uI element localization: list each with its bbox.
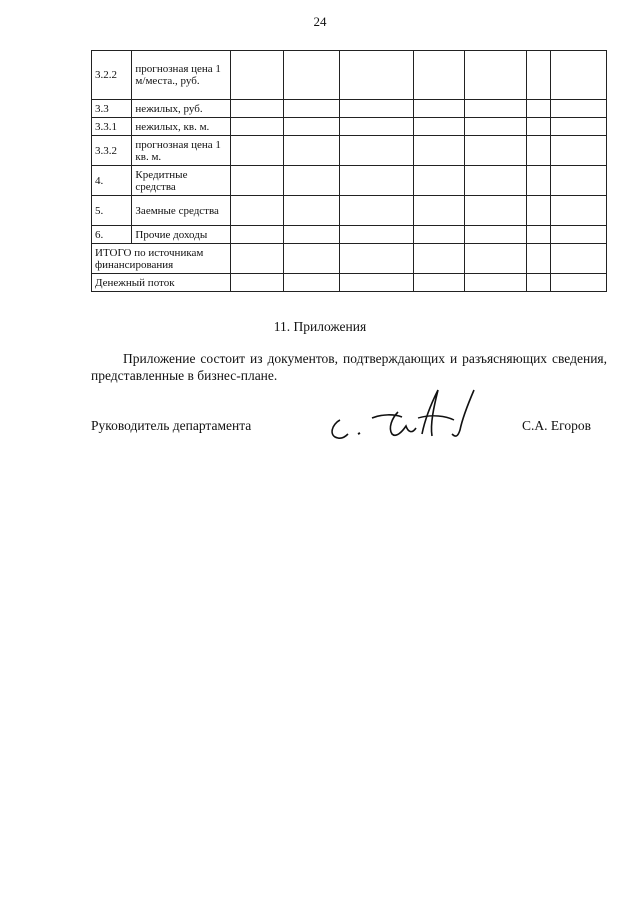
empty-value-cell bbox=[339, 166, 413, 196]
table-row bbox=[92, 226, 607, 244]
empty-value-cell bbox=[465, 166, 527, 196]
empty-value-cell bbox=[527, 226, 550, 244]
empty-value-cell bbox=[550, 51, 606, 100]
empty-value-cell bbox=[414, 166, 465, 196]
empty-value-cell bbox=[283, 118, 339, 136]
empty-value-cell bbox=[339, 100, 413, 118]
empty-value-cell bbox=[339, 196, 413, 226]
table-row bbox=[92, 51, 607, 100]
empty-value-cell bbox=[283, 100, 339, 118]
empty-value-cell bbox=[283, 274, 339, 292]
row-name-cell: Кредитные средства bbox=[132, 166, 231, 196]
empty-value-cell bbox=[231, 100, 283, 118]
financing-table bbox=[91, 50, 607, 292]
empty-value-cell bbox=[231, 118, 283, 136]
empty-value-cell bbox=[231, 244, 283, 274]
empty-value-cell bbox=[283, 51, 339, 100]
empty-value-cell bbox=[465, 136, 527, 166]
total-label-cell: Денежный поток bbox=[92, 274, 231, 292]
table-row bbox=[92, 136, 607, 166]
empty-value-cell bbox=[550, 136, 606, 166]
empty-value-cell bbox=[550, 166, 606, 196]
signature-image bbox=[322, 384, 498, 444]
row-number-cell: 3.2.2 bbox=[92, 51, 132, 100]
empty-value-cell bbox=[465, 244, 527, 274]
empty-value-cell bbox=[231, 136, 283, 166]
signer-title: Руководитель департамента bbox=[91, 418, 252, 433]
empty-value-cell bbox=[527, 136, 550, 166]
empty-value-cell bbox=[339, 244, 413, 274]
empty-value-cell bbox=[283, 244, 339, 274]
empty-value-cell bbox=[414, 118, 465, 136]
empty-value-cell bbox=[550, 100, 606, 118]
empty-value-cell bbox=[283, 196, 339, 226]
empty-value-cell bbox=[527, 274, 550, 292]
empty-value-cell bbox=[283, 226, 339, 244]
empty-value-cell bbox=[339, 51, 413, 100]
section-title: 11. Приложения bbox=[273, 319, 367, 334]
row-name-cell: нежилых, руб. bbox=[132, 100, 231, 118]
row-name-cell: прогнозная цена 1 кв. м. bbox=[132, 136, 231, 166]
empty-value-cell bbox=[414, 244, 465, 274]
empty-value-cell bbox=[465, 100, 527, 118]
row-name-cell: прогнозная цена 1 м/места., руб. bbox=[132, 51, 231, 100]
empty-value-cell bbox=[414, 51, 465, 100]
row-name-cell: Заемные средства bbox=[132, 196, 231, 226]
empty-value-cell bbox=[550, 196, 606, 226]
empty-value-cell bbox=[414, 100, 465, 118]
empty-value-cell bbox=[339, 274, 413, 292]
empty-value-cell bbox=[231, 226, 283, 244]
row-name-cell: нежилых, кв. м. bbox=[132, 118, 231, 136]
row-number-cell: 6. bbox=[92, 226, 132, 244]
table-row bbox=[92, 118, 607, 136]
empty-value-cell bbox=[231, 274, 283, 292]
empty-value-cell bbox=[550, 226, 606, 244]
row-number-cell: 5. bbox=[92, 196, 132, 226]
empty-value-cell bbox=[465, 226, 527, 244]
table-row bbox=[92, 100, 607, 118]
row-number-cell: 3.3.2 bbox=[92, 136, 132, 166]
page-number: 24 bbox=[313, 14, 327, 29]
empty-value-cell bbox=[339, 226, 413, 244]
empty-value-cell bbox=[339, 136, 413, 166]
empty-value-cell bbox=[414, 274, 465, 292]
empty-value-cell bbox=[465, 118, 527, 136]
empty-value-cell bbox=[527, 118, 550, 136]
empty-value-cell bbox=[527, 244, 550, 274]
empty-value-cell bbox=[527, 196, 550, 226]
total-row bbox=[92, 244, 607, 274]
empty-value-cell bbox=[527, 166, 550, 196]
financing-table-body bbox=[92, 51, 607, 292]
empty-value-cell bbox=[231, 196, 283, 226]
row-number-cell: 4. bbox=[92, 166, 132, 196]
empty-value-cell bbox=[231, 166, 283, 196]
empty-value-cell bbox=[283, 136, 339, 166]
appendix-paragraph: Приложение состоит из документов, подтверждающих и разъясняющих сведения, представленные в бизнес-плане. bbox=[91, 351, 607, 383]
empty-value-cell bbox=[339, 118, 413, 136]
signer-name: С.А. Егоров bbox=[522, 418, 591, 433]
empty-value-cell bbox=[414, 196, 465, 226]
total-row bbox=[92, 274, 607, 292]
total-label-cell: ИТОГО по источникам финансирования bbox=[92, 244, 231, 274]
empty-value-cell bbox=[414, 226, 465, 244]
empty-value-cell bbox=[231, 51, 283, 100]
empty-value-cell bbox=[465, 196, 527, 226]
empty-value-cell bbox=[550, 274, 606, 292]
row-number-cell: 3.3 bbox=[92, 100, 132, 118]
empty-value-cell bbox=[527, 51, 550, 100]
empty-value-cell bbox=[465, 51, 527, 100]
empty-value-cell bbox=[527, 100, 550, 118]
table-row bbox=[92, 166, 607, 196]
row-number-cell: 3.3.1 bbox=[92, 118, 132, 136]
empty-value-cell bbox=[465, 274, 527, 292]
empty-value-cell bbox=[550, 244, 606, 274]
row-name-cell: Прочие доходы bbox=[132, 226, 231, 244]
empty-value-cell bbox=[550, 118, 606, 136]
empty-value-cell bbox=[283, 166, 339, 196]
table-row bbox=[92, 196, 607, 226]
empty-value-cell bbox=[414, 136, 465, 166]
